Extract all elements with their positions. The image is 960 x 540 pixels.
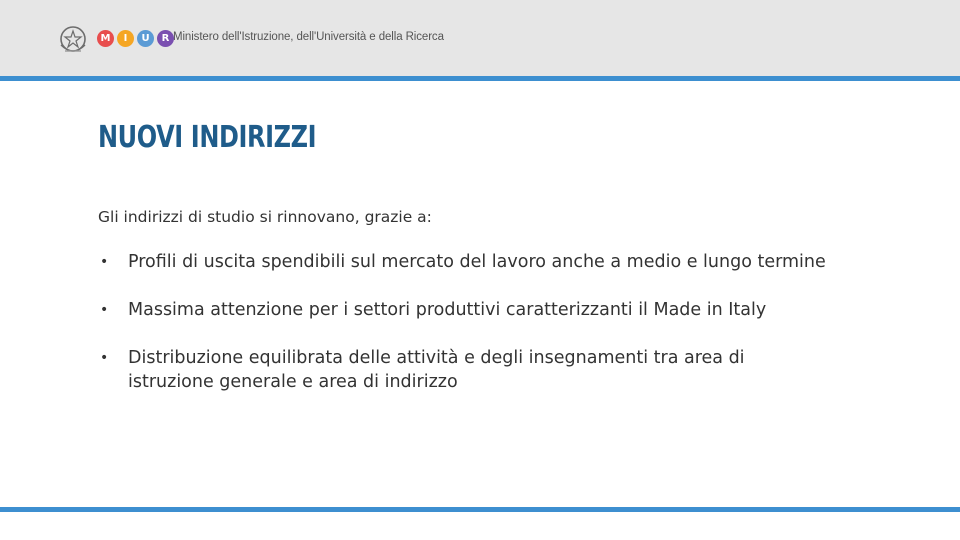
ministry-name: Ministero dell'Istruzione, dell'Università e della Ricerca bbox=[173, 31, 444, 43]
header-bar bbox=[0, 0, 960, 76]
miur-logo bbox=[97, 30, 174, 50]
intro-text: Gli indirizzi di studio si rinnovano, grazie a: bbox=[98, 208, 432, 226]
logo-letter-u: U bbox=[137, 30, 154, 47]
bullet-list bbox=[98, 250, 918, 418]
slide-title: NUOVI INDIRIZZI bbox=[98, 120, 317, 155]
bullet-text: Profili di uscita spendibili sul mercato del lavoro anche a medio e lungo termine bbox=[128, 252, 826, 272]
bullet-icon: • bbox=[100, 302, 109, 318]
list-item bbox=[98, 298, 918, 322]
logo-letter-m: M bbox=[97, 30, 114, 47]
bullet-icon: • bbox=[100, 254, 109, 270]
list-item bbox=[98, 250, 918, 274]
footer-divider bbox=[0, 507, 960, 512]
header-divider bbox=[0, 76, 960, 81]
logo-letter-i: I bbox=[117, 30, 134, 47]
bullet-text: Massima attenzione per i settori produttivi caratterizzanti il Made in Italy bbox=[128, 300, 767, 320]
bullet-icon: • bbox=[100, 350, 109, 366]
italian-republic-emblem-icon bbox=[57, 23, 89, 57]
bullet-text: Distribuzione equilibrata delle attività e degli insegnamenti tra area di istruzione generale e area di indirizzo bbox=[128, 348, 745, 392]
logo-letter-r: R bbox=[157, 30, 174, 47]
list-item bbox=[98, 346, 818, 394]
